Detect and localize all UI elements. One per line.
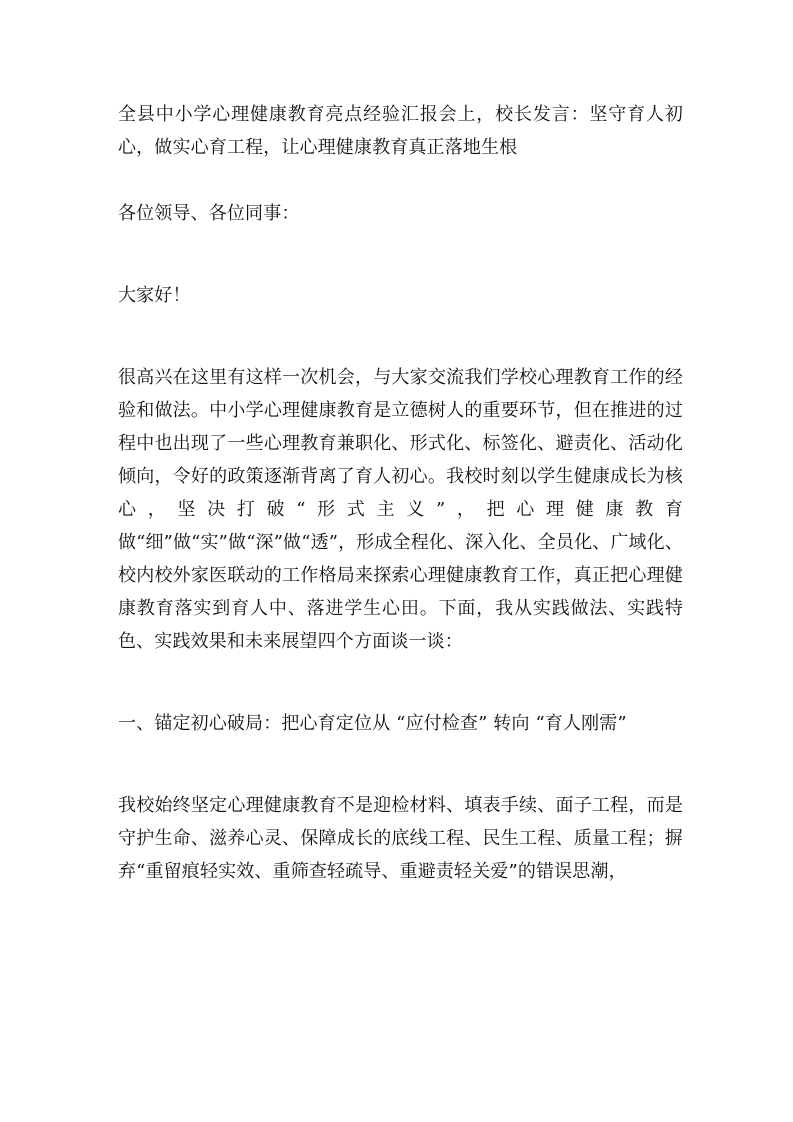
greeting: 大家好！ bbox=[118, 285, 191, 306]
intro-paragraph: 很高兴在这里有这样一次机会，与大家交流我们学校心理教育工作的经验和做法。中小学心理健康教育是立德树人的重要环节，但在推进的过程中也出现了一些心理教育兼职化、形式化、标签化、避责化、活动化倾向，令好的政策逐渐背离了育人初心。我校时刻以学生健康成长为核心，坚决打破“形式主义”，把心理健康教育做“细”做“实”做“深”做“透”，形成全程化、深入化、全员化、广域化、校内校外家医联动的工作格局来探索心理健康教育工作，真正把心理健康教育落实到育人中、落进学生心田。下面，我从实践做法、实践特色、实践效果和未来展望四个方面谈一谈： bbox=[118, 367, 683, 652]
document-title: 全县中小学心理健康教育亮点经验汇报会上，校长发言：坚守育人初心，做实心育工程，让心理健康教育真正落地生根 bbox=[118, 104, 683, 158]
section-1-heading: 一、锚定初心破局：把心育定位从 “应付检查” 转向 “育人刚需” bbox=[118, 713, 627, 734]
section-1-paragraph: 我校始终坚定心理健康教育不是迎检材料、填表手续、面子工程，而是守护生命、滋养心灵、保障成长的底线工程、民生工程、质量工程；摒弃“重留痕轻实效、重筛查轻疏导、重避责轻关爱”的错误思潮， bbox=[118, 795, 683, 882]
salutation: 各位领导、各位同事： bbox=[118, 203, 300, 224]
document-body bbox=[118, 98, 683, 888]
